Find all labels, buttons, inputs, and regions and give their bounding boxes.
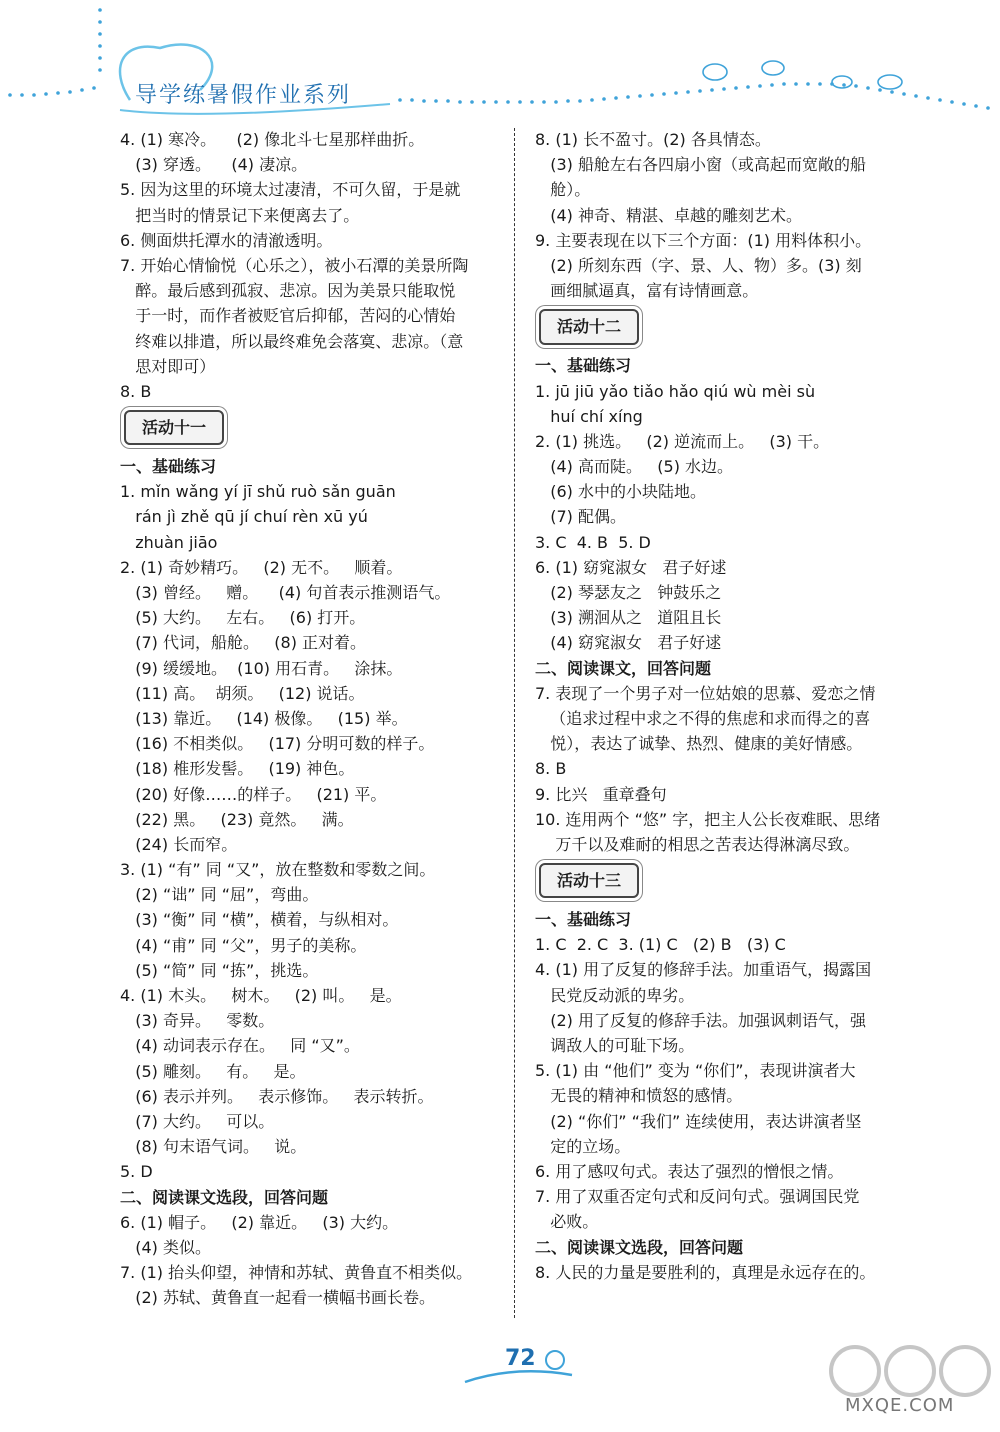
answer-line: 4. (1) 木头。 树木。 (2) 叫。 是。 [120, 986, 402, 1005]
answer-line: (8) 句末语气词。 说。 [120, 1137, 307, 1157]
column-divider [514, 128, 515, 1318]
section-heading: 一、基础练习 [535, 356, 632, 376]
answer-line: (3) 曾经。 赠。 (4) 句首表示推测语气。 [120, 583, 451, 602]
section-heading: 一、基础练习 [535, 910, 632, 930]
activity-heading: 活动十一 [124, 410, 224, 445]
answer-line: (20) 好像……的样子。 (21) 平。 [120, 784, 387, 804]
answer-line: (4) 高而陡。 (5) 水边。 [535, 457, 734, 477]
activity-heading-wrap [120, 404, 505, 454]
answer-line: 7. 开始心情愉悦（心乐之），被小石潭的美景所陶 [120, 255, 469, 275]
answer-line: (5) 大约。 左右。 (6) 打开。 [120, 608, 366, 628]
answer-line: (5) “简” 同 “拣”，挑选。 [120, 960, 319, 980]
answer-line: 10. 连用两个 “悠” 字，把主人公长夜难眠、思绪 [535, 809, 881, 829]
answer-line: 思对即可） [120, 356, 216, 376]
answer-line: (4) 窈窕淑女 君子好逑 [535, 633, 722, 653]
answer-line: 民党反动派的卑劣。 [535, 985, 695, 1005]
page-number: 72 [505, 1346, 536, 1371]
series-title: 导学练暑假作业系列 [135, 83, 352, 108]
answer-line: (3) “衡” 同 “横”，横着，与纵相对。 [120, 910, 399, 930]
answer-line: (2) “诎” 同 “屈”，弯曲。 [120, 885, 319, 905]
right-column [535, 127, 940, 1285]
answer-line: (7) 代词，船舱。 (8) 正对着。 [120, 633, 367, 653]
answer-line: 6. 侧面烘托潭水的清澈透明。 [120, 230, 333, 250]
answer-line: (24) 长而窄。 [120, 834, 238, 854]
answer-line: 5. (1) 由 “他们” 变为 “你们”，表现讲演者大 [535, 1061, 856, 1081]
answer-line: zhuàn jiāo [120, 532, 218, 552]
answer-line: 调敌人的可耻下场。 [535, 1036, 695, 1055]
answer-line: (4) 神奇、精湛、卓越的雕刻艺术。 [535, 205, 803, 225]
answer-line: 6. (1) 帽子。 (2) 靠近。 (3) 大约。 [120, 1212, 399, 1232]
answer-line: (7) 配偶。 [535, 507, 627, 527]
answer-line: (3) 溯洄从之 道阻且长 [535, 608, 722, 628]
activity-heading-wrap [535, 857, 940, 907]
section-heading: 二、阅读课文选段，回答问题 [535, 1237, 744, 1257]
answer-line: 6. (1) 窈窕淑女 君子好逑 [535, 557, 727, 577]
answer-line: （追求过程中求之不得的焦虑和求而得之的喜 [535, 708, 871, 728]
answer-line: (4) “甫” 同 “父”，男子的美称。 [120, 935, 367, 955]
answer-line: 7. 用了双重否定句式和反问句式。强调国民党 [535, 1187, 860, 1207]
answer-line: 3. C 4. B 5. D [535, 532, 651, 552]
answer-line: (4) 动词表示存在。 同 “又”。 [120, 1036, 360, 1056]
answer-line: 9. 比兴 重章叠句 [535, 784, 667, 804]
section-heading: 一、基础练习 [120, 457, 217, 477]
answer-line: (4) 类似。 [120, 1237, 212, 1257]
answer-line: 1. jū jiū yǎo tiǎo hǎo qiú wù mèi sù [535, 381, 816, 401]
answer-line: (11) 高。 胡须。 (12) 说话。 [120, 683, 365, 703]
answer-line: 1. C 2. C 3. (1) C (2) B (3) C [535, 935, 786, 955]
answer-line: (2) 琴瑟友之 钟鼓乐之 [535, 583, 722, 602]
answer-line: (2) 苏轼、黄鲁直一起看一横幅书画长卷。 [120, 1288, 436, 1308]
answer-line: (2) 所刻东西（字、景、人、物）多。(3) 刻 [535, 255, 862, 275]
answer-line: 1. mǐn wǎng yí jī shǔ ruò sǎn guān [120, 482, 396, 502]
answer-line: 3. (1) “有” 同 “又”，放在整数和零数之间。 [120, 860, 436, 880]
answer-line: 定的立场。 [535, 1136, 631, 1156]
watermark-text: MXQE.COM [845, 1395, 955, 1416]
answer-line: 终难以排遣，所以最终难免会落寞、悲凉。（意 [120, 331, 464, 351]
answer-line: 7. 表现了一个男子对一位姑娘的思慕、爱恋之情 [535, 683, 876, 703]
answer-line: (13) 靠近。 (14) 极像。 (15) 举。 [120, 708, 408, 728]
answer-line: 4. (1) 寒冷。 (2) 像北斗七星那样曲折。 [120, 130, 425, 149]
answer-line: 4. (1) 用了反复的修辞手法。加重语气，揭露国 [535, 960, 872, 980]
answer-line: (9) 缓缓地。 (10) 用石青。 涂抹。 [120, 658, 403, 678]
answer-line: 于一时，而作者被贬官后抑郁，苦闷的心情始 [120, 306, 456, 326]
answer-line: 9. 主要表现在以下三个方面：(1) 用料体积小。 [535, 230, 872, 250]
answer-line: rán jì zhě qū jí chuí rèn xū yú [120, 507, 368, 527]
answer-line: (2) “你们” “我们” 连续使用，表达讲演者坚 [535, 1111, 862, 1131]
answer-line: (3) 船舱左右各四扇小窗（或高起而宽敞的船 [535, 155, 867, 175]
answer-line: 7. (1) 抬头仰望，神情和苏轼、黄鲁直不相类似。 [120, 1263, 473, 1283]
answer-line: 无畏的精神和愤怒的感情。 [535, 1086, 743, 1106]
answer-line: 2. (1) 奇妙精巧。 (2) 无不。 顺着。 [120, 557, 403, 577]
answer-line: 5. 因为这里的环境太过凄清，不可久留，于是就 [120, 180, 461, 200]
answer-line: (3) 穿透。 (4) 凄凉。 [120, 155, 308, 175]
answer-line: 醉。最后感到孤寂、悲凉。因为美景只能取悦 [120, 281, 456, 301]
section-heading: 二、阅读课文，回答问题 [535, 658, 712, 678]
answer-line: (2) 用了反复的修辞手法。加强讽刺语气，强 [535, 1010, 867, 1030]
answer-line: (6) 表示并列。 表示修饰。 表示转折。 [120, 1086, 434, 1106]
activity-heading: 活动十三 [539, 863, 639, 898]
answer-line: huí chí xíng [535, 406, 643, 426]
answer-line: 悦），表达了诚挚、热烈、健康的美好情感。 [535, 734, 863, 754]
section-heading: 二、阅读课文选段，回答问题 [120, 1187, 329, 1207]
answer-line: 8. (1) 长不盈寸。(2) 各具情态。 [535, 130, 771, 149]
answer-line: (16) 不相类似。 (17) 分明可数的样子。 [120, 734, 435, 754]
cloud-icon [703, 61, 902, 89]
activity-heading-wrap [535, 303, 940, 353]
answer-line: (5) 雕刻。 有。 是。 [120, 1061, 306, 1081]
answer-line: (22) 黑。 (23) 竟然。 满。 [120, 809, 354, 829]
activity-heading: 活动十二 [539, 309, 639, 344]
answer-line: (7) 大约。 可以。 [120, 1111, 275, 1131]
answer-line: 5. D [120, 1162, 153, 1182]
answer-line: 2. (1) 挑选。 (2) 逆流而上。 (3) 干。 [535, 431, 830, 451]
answer-line: 舱）。 [535, 180, 591, 200]
answer-line: (3) 奇异。 零数。 [120, 1011, 275, 1031]
answer-line: 万千以及难耐的相思之苦表达得淋漓尽致。 [535, 834, 860, 854]
left-column [120, 127, 505, 1310]
answer-line: (6) 水中的小块陆地。 [535, 482, 707, 502]
header-decoration [0, 0, 1000, 140]
answer-line: 8. B [120, 381, 152, 401]
answer-line: (18) 椎形发髻。 (19) 神色。 [120, 759, 355, 779]
answer-line: 必败。 [535, 1212, 599, 1232]
answer-line: 8. 人民的力量是要胜利的，真理是永远存在的。 [535, 1262, 876, 1282]
answer-line: 8. B [535, 759, 567, 779]
answer-line: 把当时的情景记下来便离去了。 [120, 205, 360, 225]
answer-line: 画细腻逼真，富有诗情画意。 [535, 281, 759, 301]
answer-line: 6. 用了感叹句式。表达了强烈的憎恨之情。 [535, 1161, 844, 1181]
